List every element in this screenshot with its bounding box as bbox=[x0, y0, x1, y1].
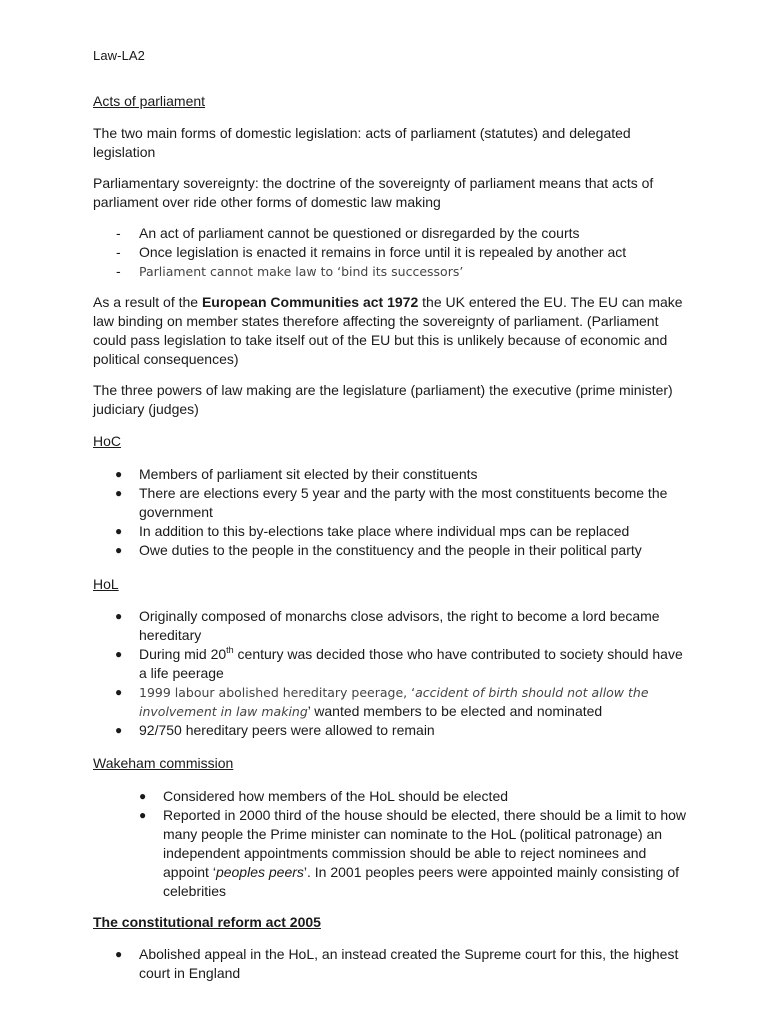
bullet-marker: ● bbox=[115, 647, 123, 661]
list-item: - Parliament cannot make law to ‘bind its successors’ bbox=[116, 263, 464, 279]
section-heading-hoc: HoC bbox=[93, 433, 122, 449]
hol-bullet-list bbox=[93, 607, 693, 740]
list-item: ● Originally composed of monarchs close advisors, the right to become a lord became hereditary bbox=[115, 608, 660, 643]
list-item: ● There are elections every 5 year and the party with the most constituents become the government bbox=[115, 485, 668, 520]
paragraph-three-powers: The three powers of law making are the legislature (parliament) the executive (prime minister) judiciary (judges) bbox=[93, 382, 673, 417]
list-item: - An act of parliament cannot be questioned or disregarded by the courts bbox=[116, 225, 580, 241]
ec-act-name: European Communities act 1972 bbox=[201, 294, 419, 310]
cra-bullet-list bbox=[93, 945, 693, 983]
dash-marker: - bbox=[116, 244, 121, 260]
list-item: ● Considered how members of the HoL should be elected bbox=[139, 788, 509, 804]
section-heading-wakeham: Wakeham commission bbox=[93, 755, 234, 771]
bullet-marker: ● bbox=[115, 524, 123, 538]
sovereignty-dash-list bbox=[93, 224, 693, 281]
list-item: ● 1999 labour abolished hereditary peerage, ‘accident of birth should not allow the involvement in law making’ wanted members to be elected and nominated bbox=[115, 685, 649, 719]
dash-marker: - bbox=[116, 225, 121, 241]
bullet-marker: ● bbox=[115, 486, 123, 500]
list-item: ● 92/750 hereditary peers were allowed to remain bbox=[115, 722, 435, 738]
list-item: ● In addition to this by-elections take place where individual mps can be replaced bbox=[115, 523, 630, 539]
bullet-marker: ● bbox=[115, 723, 123, 737]
bullet-marker: ● bbox=[115, 543, 123, 557]
bullet-marker: ● bbox=[115, 685, 123, 699]
paragraph-main-forms: The two main forms of domestic legislation: acts of parliament (statutes) and delegated legislation bbox=[93, 125, 631, 160]
bullet-marker: ● bbox=[115, 467, 123, 481]
list-item: ● Members of parliament sit elected by their constituents bbox=[115, 466, 478, 482]
section-heading-hol: HoL bbox=[93, 576, 119, 592]
bullet-marker: ● bbox=[115, 609, 123, 623]
list-item: ● Abolished appeal in the HoL, an instead created the Supreme court for this, the highest court in England bbox=[115, 946, 679, 981]
paragraph-ec-act: As a result of the European Communities act 1972 the UK entered the EU. The EU can make law binding on member states therefore affecting the sovereignty of parliament. (Parliament could pass legislation to take itself out of the EU but this is unlikely because of economic and political consequences) bbox=[93, 294, 683, 367]
paragraph-sovereignty: Parliamentary sovereignty: the doctrine of the sovereignty of parliament means that acts of parliament over ride other forms of domestic law making bbox=[93, 175, 654, 210]
hoc-bullet-list bbox=[93, 465, 693, 560]
dash-marker: - bbox=[116, 263, 121, 279]
section-heading-acts: Acts of parliament bbox=[93, 93, 206, 109]
section-heading-cra: The constitutional reform act 2005 bbox=[93, 914, 321, 930]
wakeham-bullet-list bbox=[93, 787, 693, 901]
list-item: - Once legislation is enacted it remains in force until it is repealed by another act bbox=[116, 244, 627, 260]
list-item: ● Reported in 2000 third of the house should be elected, there should be a limit to how many people the Prime minister can nominate to the HoL (political patronage) an independent appointments commission should be able to reject nominees and appoint ‘peoples peers’. In 2001 peoples peers were appointed mainly consisting of celebrities bbox=[139, 807, 687, 899]
bullet-marker: ● bbox=[115, 947, 123, 961]
bullet-marker: ● bbox=[139, 789, 147, 803]
list-item: ● During mid 20th century was decided those who have contributed to society should have a life peerage bbox=[115, 645, 683, 681]
document-header: Law-LA2 bbox=[93, 48, 146, 63]
list-item: ● Owe duties to the people in the constituency and the people in their political party bbox=[115, 542, 642, 558]
bullet-marker: ● bbox=[139, 808, 147, 822]
